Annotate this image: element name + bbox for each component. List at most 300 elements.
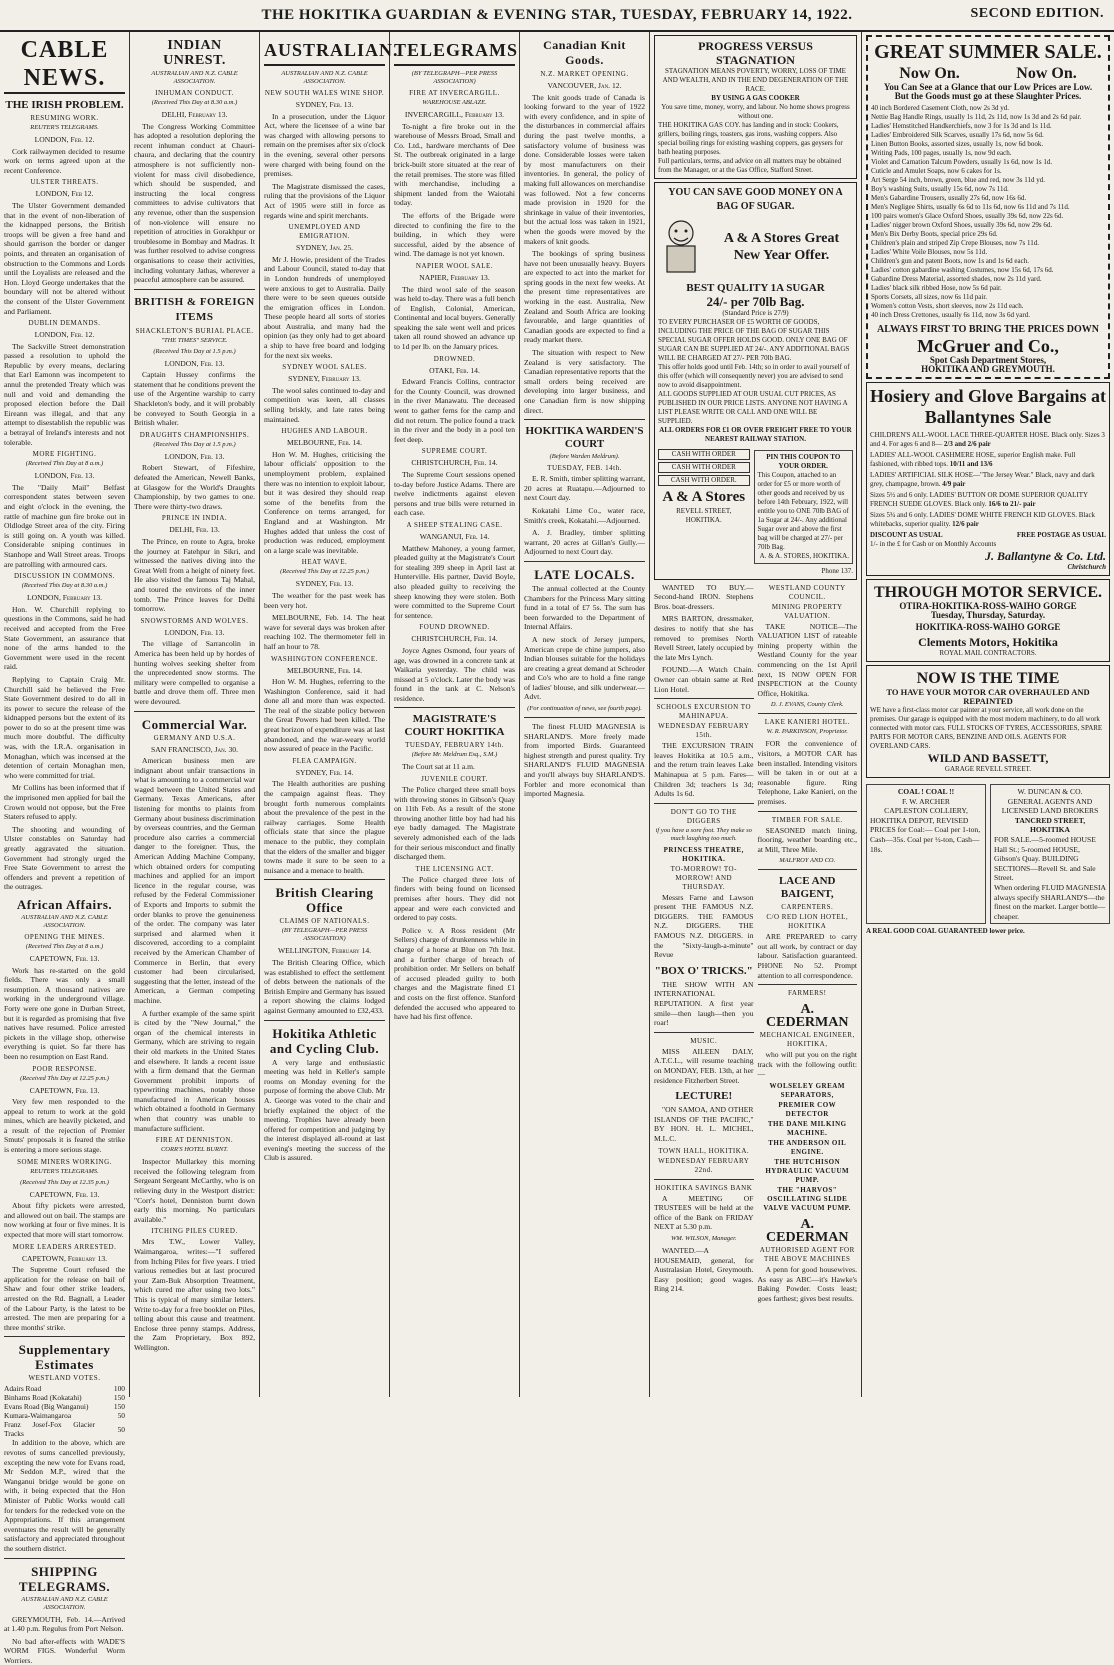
warden-date: TUESDAY, FEB. 14th. bbox=[547, 464, 622, 473]
archer-text: HOKITIKA DEPOT, REVISED PRICES for Coal:— Coal per 1-ton, Cash—35s. Coal per ½-ton, Cash—18s. bbox=[870, 815, 981, 854]
ballantyne-ad bbox=[866, 382, 1110, 576]
divider bbox=[654, 698, 754, 699]
list-item: Ladies' Hemstitched Handkerchiefs, now 3 for 1s 3d and 1s 11d. bbox=[871, 122, 1052, 130]
ulster-dateline: LONDON, Feb 12. bbox=[35, 189, 94, 199]
athletic-heading: Hokitika Athletic and Cycling Club. bbox=[269, 1025, 380, 1056]
african-received: (Received This Day at 8 a.m.) bbox=[25, 942, 104, 950]
african-dateline: CAPETOWN, Feb. 13. bbox=[29, 953, 100, 963]
cash-with-order-label: CASH WITH ORDER bbox=[658, 462, 750, 473]
postage-note: FREE POSTAGE AS USUAL bbox=[1016, 531, 1106, 539]
clearing-subheading: CLAIMS OF NATIONALS. bbox=[279, 917, 370, 926]
irish-paragraph: Cork railwaymen decided to resume work on terms agreed upon at the recent Conference. bbox=[4, 146, 125, 175]
draughts-paragraph: Robert Stewart, of Fifeshire, defeated the American, Newell Banks, at Glasgow for the World's Draughts Championship, by two games to one. There were thirty-two draws. bbox=[134, 463, 255, 511]
progress-text: STAGNATION MEANS POVERTY, WORRY, LOSS OF TIME AND WEALTH, AND IN THE END DEGENERATION OF THE RACE. bbox=[662, 67, 849, 93]
hosiery-item-text: Sizes 5¾ and 6 only. LADIES' DOME WHITE FRENCH KID GLOVES. Black whitebacks, superior quality. bbox=[870, 511, 1096, 528]
list-item: Children's plain and striped Zip Crepe Blouses, now 7s 11d. bbox=[871, 239, 1040, 247]
canadian-dateline: VANCOUVER, Jan. 12. bbox=[547, 81, 622, 90]
lecture-venue: TOWN HALL, HOKITIKA. bbox=[658, 1146, 750, 1155]
sheep-paragraph: Matthew Mahoney, a young farmer, pleaded guilty at the Magistrate's Court for stealing 399 sheep in April last at Hunterville. His partner, David Boyle, also pleaded guilty to receiving the sheep knowing they were stolen. Both were committed to the Supreme Court for sentence. bbox=[394, 543, 515, 620]
lace-heading: LACE AND BAIGENT, bbox=[778, 875, 836, 901]
drowned-dateline: OTAKI, Feb. 14. bbox=[429, 365, 480, 375]
now-on-row bbox=[871, 64, 1105, 83]
inhuman-received: (Received This Day at 8.30 a.m.) bbox=[151, 99, 238, 106]
progress-subheading: BY USING A GAS COOKER bbox=[711, 94, 800, 102]
shipping-source: AUSTRALIAN AND N.Z. CABLE ASSOCIATION. bbox=[21, 1595, 108, 1611]
machine-item: WOLSELEY GREAM SEPARATORS, bbox=[769, 1082, 845, 1100]
poor-paragraph: Very few men responded to the appeal to return to work at the gold mines, which are heavily picketed, and a result of the rejection of Premier Smuts' proposals it is feared the strike is entering a more serious stage. bbox=[4, 1097, 125, 1155]
discussion-dateline: LONDON, February 13. bbox=[26, 593, 103, 603]
sugar-terms: TO EVERY PURCHASER OF £5 WORTH OF GOODS, INCLUDING THE PRICE OF THE BAG OF SUGAR THIS SPECIAL SUGAR OFFER HOLDS GOOD. ONLY ONE BAG OF SUGAR CAN BE SUPPLIED AT 24/-. ANY ADDITIONAL BAGS WILL BE CHARGED AT 27/- PER 70lb BAG. bbox=[658, 317, 850, 362]
napier-heading: NAPIER WOOL SALE. bbox=[415, 261, 494, 270]
duncan-name: W. DUNCAN & CO. bbox=[1017, 787, 1083, 796]
list-item bbox=[870, 451, 1106, 469]
canadian-paragraph: The bookings of spring business have not been unusually heavy. Buyers are expected to act into the market for spring goods in the next few weeks. At the present time representatives are working in the east. Australia, New Zealand and South Africa are looking favourable, and large quantities of Canadian goods are expected to find a ready market there. bbox=[524, 249, 645, 345]
draughts-dateline: LONDON, Feb. 13. bbox=[164, 451, 225, 461]
licensing-heading: THE LICENSING ACT. bbox=[415, 864, 494, 873]
fire-dateline: INVERCARGILL, February 13. bbox=[404, 110, 505, 119]
estimate-label: Binhams Road (Kokatahi) bbox=[4, 1393, 82, 1403]
irish-dateline: LONDON, Feb. 12. bbox=[34, 135, 95, 144]
progress-text: You save time, money, worry, and labour. No home shows progress without one. bbox=[661, 103, 850, 120]
list-item: 40 inch Bordered Casement Cloth, now 2s 3d yd. bbox=[871, 104, 1010, 112]
fire-paragraph: To-night a fire broke out in the warehouse of Messrs Broad, Small and Co. Ltd., hardware merchants of Dee St. The outbreak originated in a large brick-built store situated at the rear of the retail premises. The store was filled with merchandise, including a shipment landed from the Waiotahi today. bbox=[394, 121, 515, 208]
machine-item: PREMIER COW DETECTOR bbox=[778, 1101, 837, 1119]
timber-signature: MALFROY AND CO. bbox=[779, 857, 836, 865]
flea-dateline: SYDNEY, Feb. 14. bbox=[295, 767, 354, 777]
continuation-note: (For continuation of news, see fourth page). bbox=[527, 705, 642, 713]
savings-heading: HOKITIKA SAVINGS BANK bbox=[655, 1183, 753, 1192]
shipping-paragraph: GREYMOUTH, Feb. 14.—Arrived at 1.40 p.m. Regulus from Port Nelson. bbox=[4, 1614, 125, 1634]
list-item bbox=[870, 471, 1106, 489]
aa-stores-name: A & A Stores bbox=[662, 488, 746, 505]
indian-unrest-heading: INDIAN UNREST. bbox=[163, 38, 226, 68]
duncan-ad bbox=[990, 784, 1110, 924]
divider bbox=[134, 711, 255, 712]
unemployed-dateline: SYDNEY, Jan. 25. bbox=[295, 243, 354, 253]
wool-dateline: SYDNEY, February 13. bbox=[288, 374, 361, 384]
estimates-table bbox=[4, 1384, 125, 1438]
juvenile-heading: JUVENILE COURT. bbox=[421, 775, 488, 784]
estimate-value: 100 bbox=[113, 1384, 125, 1394]
found-dateline: CHRISTCHURCH, Feb. 14. bbox=[411, 634, 498, 644]
machine-item: THE DANE MILKING MACHINE. bbox=[767, 1120, 847, 1138]
hosiery-item-text: LADIES' ALL-WOOL CASHMERE HOSE, superior English make. Full fashioned, with ribbed tops. bbox=[870, 451, 1076, 468]
bottom-ads bbox=[866, 781, 1110, 927]
divider bbox=[394, 707, 515, 708]
leaders-dateline: CAPETOWN, February 13. bbox=[21, 1253, 108, 1263]
licensing-paragraph: Police v. A Ross resident (Mr Sellers) charge of drunkenness while in charge of a horse at Blue on 7th Inst. and a further charge of breach of prohibition order. Mr Sellers on behalf of accused pleaded guilty to both charges and the Magistrate fined £1 and costs on the first offence. Stanford defended the accused who appeared to have had his first offence. bbox=[394, 925, 515, 1022]
mcgruer-subheading: Spot Cash Department Stores, bbox=[929, 355, 1047, 365]
commercial-subheading: GERMANY AND U.S.A. bbox=[153, 733, 236, 742]
list-item bbox=[870, 491, 1106, 509]
list-item: Writing Pads, 100 pages, usually 1s, now 9d each. bbox=[871, 149, 1012, 157]
schools-heading: SCHOOLS EXCURSION TO MAHINAPUA. bbox=[656, 703, 752, 721]
duncan-address: TANCRED STREET, HOKITIKA bbox=[1014, 815, 1086, 835]
edition-label: SECOND EDITION. bbox=[970, 6, 1104, 21]
inhuman-paragraph: The Congress Working Committee has adopted a resolution deploring the recent inhuman conduct at Chauri-chaura, and declaring that the country atmosphere is not sufficiently non-violent for mass civil disobedience, which should be suspended, and instructing the local congress committees to advise cultivators that any revenue, other than the suspension of non-violence will ensure no repetition of atrocities in Gorakhpur or troublesome in Bombay and Madras. It was further resolved to advise congress organisations to cease their activities, including voluntary Jathas, wherever a peaceful atmosphere can be assured. bbox=[134, 121, 255, 285]
table-row bbox=[4, 1393, 125, 1402]
discount-note: DISCOUNT AS USUAL bbox=[870, 531, 943, 539]
magistrate-before: (Before Mr. Meldrum Esq., S.M.) bbox=[411, 751, 498, 759]
drowned-heading: DROWNED. bbox=[433, 354, 476, 363]
music-heading: MUSIC. bbox=[690, 1036, 718, 1045]
cable-news-heading: CABLE NEWS. bbox=[4, 36, 125, 94]
lace-text: ARE PREPARED to carry out all work, by contract or day labour. Satisfaction guaranteed. PHONE No 52. Prompt attention to all correspondence. bbox=[757, 932, 857, 980]
schools-text: THE EXCURSION TRAIN leaves Hokitika at 10.5 a.m., and the return train leaves Lake Mahinapua at 5 p.m. Fares—Children 3d; teachers 1s 3d; Adults 1s 6d. bbox=[654, 741, 754, 799]
column-canadian bbox=[520, 32, 650, 1397]
hosiery-item-text: LADIES' ARTIFICIAL SILK HOSE—"The Jersey Wear." Black, navy and dark grey, champagne, brown. bbox=[870, 471, 1095, 488]
divider bbox=[758, 984, 858, 985]
machine-item: THE ANDERSON OIL ENGINE. bbox=[768, 1139, 847, 1157]
clements-name: Clements Motors, Hokitika bbox=[918, 635, 1058, 649]
wine-paragraph: In a prosecution, under the Liquor Act, where the licensee of a wine bar was charged with allowing persons to remain on the premises after six o'clock in the evening, several other persons were charged with being found on the premises. bbox=[264, 111, 385, 179]
warden-paragraph: A. J. Bradley, timber splitting warrant, 20 acres at Gillan's Gully.—Adjourned to next Court day. bbox=[524, 528, 645, 557]
hughes-heading: HUGHES AND LABOUR. bbox=[281, 427, 368, 436]
hosiery-item-price: 12/6 pair bbox=[952, 520, 979, 528]
westland-text: TAKE NOTICE—The VALUATION LIST of rateable mining property within the Westland County for the year commencing on the 1st April next, IS NOW OPEN FOR INSPECTION at the County Office, Hokitika. bbox=[757, 621, 857, 698]
discount-subnote: 1/- in the £ for Cash or on Monthly Accounts bbox=[870, 540, 997, 548]
shipping-heading: SHIPPING TELEGRAMS. bbox=[18, 1563, 111, 1594]
hosiery-heading: Hosiery and Glove Bargains at Ballantynes Sale bbox=[870, 386, 1107, 427]
leaders-paragraph: The Supreme Court refused the application for the release on bail of Shaw and four other strike leaders, arrested on the Rd. Bagnall, a Leader of the Labour Party, is the latest to be arrested. The men are preparing for a three months' strike. bbox=[4, 1265, 125, 1332]
canadian-paragraph: The knit goods trade of Canada is looking forward to the year of 1922 with every confidence, and in spite of the disturbances in commercial affairs during the past twelve months, a satisfactory volume of business was done. Considerable losses were taken by most manufacturers on their inventories. In general, the policy of making full allowances on merchandise was followed. Not a few concerns made provision in 1920 for the shrinkage in value of their inventories, but the actual loss was taken in 1921, when the goods were moved by the makers of knit goods. bbox=[524, 92, 645, 246]
prince-dateline: DELHI, Feb. 13. bbox=[169, 525, 220, 535]
columns bbox=[0, 32, 1114, 1665]
wild-bassett-address: GARAGE REVELL STREET. bbox=[944, 765, 1032, 773]
list-item: Women's cotton Vests, short sleeves, now 2s 11d each. bbox=[871, 302, 1024, 310]
supreme-dateline: CHRISTCHURCH, Feb. 14. bbox=[411, 458, 498, 468]
estimate-label: Adairs Road bbox=[4, 1384, 42, 1394]
poor-heading: POOR RESPONSE. bbox=[32, 1064, 97, 1073]
wild-bassett-name: WILD AND BASSETT, bbox=[927, 751, 1049, 765]
always-first-slogan: ALWAYS FIRST TO BRING THE PRICES DOWN bbox=[877, 324, 1099, 335]
cederman-subheading: MECHANICAL ENGINEER, HOKITIKA, bbox=[759, 1031, 855, 1049]
diggers-text: Messrs Farne and Lawson present THE FAMOUS N.Z. DIGGERS. THE FAMOUS N.Z. DIGGERS. THE FAMOUS N.Z. DIGGERS. in the "Sixty-laugh-a-minute" Revue bbox=[654, 892, 754, 960]
duncan-text: FOR SALE.—5-roomed HOUSE Hall St.; 5-roomed HOUSE, Gibson's Quay. BUILDING SECTIONS—Revell St. and Sale Street. bbox=[994, 834, 1096, 883]
divider bbox=[758, 811, 858, 812]
summer-sale-heading: GREAT SUMMER SALE. bbox=[874, 41, 1102, 63]
motor-days: Tuesday, Thursday, Saturday. bbox=[930, 610, 1046, 620]
divider bbox=[654, 1179, 754, 1180]
sugar-quality: BEST QUALITY 1A SUGAR bbox=[686, 281, 825, 294]
found-paragraph: Joyce Agnes Osmond, four years of age, was drowned in a concrete tank at Waikaria yesterday. The child was missed at 5 o'clock. Later the body was found in the tank at C. Nelson's residence. bbox=[394, 645, 515, 703]
diggers-dates: TO-MORROW! TO-MORROW! AND THURSDAY. bbox=[670, 864, 737, 891]
cash-with-order bbox=[658, 447, 750, 567]
divider bbox=[524, 419, 645, 420]
diggers-heading: DON'T GO TO THE DIGGERS bbox=[670, 807, 737, 825]
savings-signature: WM. WILSON, Manager. bbox=[670, 1234, 737, 1242]
wool-heading: SYDNEY WOOL SALES. bbox=[282, 363, 367, 372]
late-locals-paragraph: A new stock of Jersey jumpers, American crepe de chine jumpers, also Indian blouses suitable for the holidays are creating a great demand at Schroder and Co's who are to hold a fine range of ladies' blouse, and silk underwear.—Advt. bbox=[524, 634, 645, 702]
athletic-paragraph: A very large and enthusiastic meeting was held in Keller's sample rooms on Monday evening for the purpose of forming the above Club. Mr A. George was voted to the chair and briefly explained the object of the meeting. Trophies have already been offered for competition and judging by the interest displayed all-round at last evening's meeting the success of the Club is assured. bbox=[264, 1057, 385, 1163]
dublin-heading: DUBLIN DEMANDS. bbox=[28, 319, 101, 328]
telegrams-source: (BY TELEGRAPH—PER PRESS ASSOCIATION) bbox=[411, 70, 498, 85]
cederman-text: who will put you on the right track with the following outfit:— bbox=[757, 1050, 857, 1079]
coupon-heading: PIN THIS COUPON TO YOUR ORDER. bbox=[766, 452, 841, 470]
unemployed-paragraph: Mr J. Howie, president of the Trades and Labour Council, stated to-day that in London hundreds of unemployed were anxious to get to Australia. Daily there were to be seen queues outside the emigration offices in London. These people heard all sorts of stories about Australia, and many had the opinion (as they only had to get aboard a ship to have free board and lodging for the next six weeks. bbox=[264, 254, 385, 360]
poor-dateline: CAPETOWN, Feb. 13. bbox=[29, 1085, 100, 1095]
napier-paragraph: The third wool sale of the season was held to-day. There was a full bench of English, Colonial, American, Continental and local buyers. Generally speaking the sale went well and prices taken all round showed an advance up to 1d per lb. on the January prices. bbox=[394, 284, 515, 352]
hosiery-item-text: Sizes 5½ and 6 only. LADIES' BUTTON OR DOME SUPERIOR QUALITY FRENCH SUEDE GLOVES. Black only. bbox=[870, 491, 1088, 508]
firing-paragraph: The "Daily Mail" Belfast correspondent states between seven and eight o'clock in the evening, the rattle of machine gun fire broke out in Oldlodge Street area of the city. Firing is still going on. A youth was killed. Considerable sniping continues in Stanhope and Wall Street areas. Troops are patrolling with armoured cars. bbox=[4, 482, 125, 569]
discussion-paragraph: The shooting and wounding of Ulster constables on Saturday had greatly aggravated the situation. Government had strongly urged the Free State Government to arrest the offenders and prevent a repetition of the outrages. bbox=[4, 824, 125, 892]
westland-heading: WESTLAND COUNTY COUNCIL. bbox=[768, 583, 846, 601]
column-ads-middle bbox=[650, 32, 862, 1397]
licensing-paragraph: The Police charged three lots of finders with being found on licensed premises after hours. They did not appear and were each convicted and ordered to pay costs. bbox=[394, 874, 515, 923]
duncan-subheading: GENERAL AGENTS AND LICENSED LAND BROKERS bbox=[1001, 796, 1099, 816]
supreme-paragraph: The Supreme Court sessions opened to-day before Justice Adams. There are twelve indictments against eleven persons and true bills were returned in each case. bbox=[394, 470, 515, 518]
clearing-paragraph: The British Clearing Office, which was established to effect the settlement of debts between the nationals of the British Empire and Germany has issued a report showing the claims lodged against Germany amounted to £32,433. bbox=[264, 957, 385, 1015]
list-item: Ladies' cotton gabardine washing Costumes, now 15s 6d, 17s 6d. bbox=[871, 266, 1054, 274]
firing-received: (Received This Day at 8 a.m.) bbox=[25, 460, 104, 468]
magistrate-heading: MAGISTRATE'S COURT HOKITIKA bbox=[404, 713, 505, 739]
divider bbox=[134, 289, 255, 290]
column-australian bbox=[260, 32, 399, 1397]
column-indian-unrest bbox=[130, 32, 260, 1397]
wanted-housemaid-ad: WANTED.—A HOUSEMAID, general, for Australasian Hotel, Greymouth. Easy position; good wages. Ring 214. bbox=[654, 1245, 754, 1294]
now-on-label: Now On. bbox=[899, 65, 960, 82]
draughts-received: (Received This Day at 1.5 p.m.) bbox=[153, 440, 236, 448]
divider bbox=[524, 561, 645, 562]
african-source: AUSTRALIAN AND N.Z. CABLE ASSOCIATION. bbox=[21, 913, 108, 929]
savings-text: A MEETING OF TRUSTEES will be held at the office of the Bank on FRIDAY NEXT at 5.30 p.m. bbox=[654, 1193, 754, 1232]
sugar-terms: ALL GOODS SUPPLIED AT OUR USUAL CUT PRICES, AS PUBLISHED IN OUR PRICE LISTS. ANYONE NOT HAVING A LIST PLEASE WRITE OR CALL AND ONE WILL BE SUPPLIED. bbox=[658, 389, 848, 425]
discussion-paragraph: Hon. W. Churchill replying to questions in the Commons, said he had received and accepted from the Free State Government, an assurance that none of the arms handed to the Government were used in the recent raid. bbox=[4, 604, 125, 672]
now-is-the-time-subheading: TO HAVE YOUR MOTOR CAR OVERHAULED AND REPAINTED bbox=[886, 687, 1090, 706]
washington-paragraph: Hon W. M. Hughes, referring to the Washington Conference, said it had done all and more than was expected. The real of the sizable policy between the Great Powers had been killed. The great horizon of expenditure was at last abandoned, and the war-weary world now assured of peace in the Pacific. bbox=[264, 677, 385, 754]
cash-with-order-label: CASH WITH ORDER bbox=[658, 449, 750, 460]
box-of-tricks: "BOX O' TRICKS." bbox=[654, 964, 753, 977]
baking-powder-ad: A penn for good housewives. As easy as ABC—it's Hawke's Baking Powder. Costs least; goes farthest; gives best results. bbox=[757, 1265, 857, 1303]
fire-subheading: CORR'S HOTEL BURNT. bbox=[160, 1146, 229, 1154]
princess-theatre: PRINCESS THEATRE, HOKITIKA. bbox=[663, 845, 744, 863]
mcgruer-address: HOKITIKA AND GREYMOUTH. bbox=[921, 364, 1055, 374]
list-item: Boy's washing Suits, usually 15s 6d, now 7s 11d. bbox=[871, 185, 1009, 193]
sugar-promo bbox=[658, 217, 853, 278]
magistrate-paragraph: The Court sat at 11 a.m. bbox=[402, 762, 475, 772]
warden-paragraph: Kokatahi Lime Co., water race, Smith's creek, Kokatahi.—Adjourned. bbox=[524, 505, 645, 525]
clearing-source: (BY TELEGRAPH—PER PRESS ASSOCIATION) bbox=[281, 927, 368, 943]
table-row bbox=[4, 1402, 125, 1411]
column-cable-news bbox=[0, 32, 130, 1665]
clearing-heading: British Clearing Office bbox=[275, 885, 374, 916]
poor-received: (Received This Day at 12.25 p.m.) bbox=[20, 1074, 109, 1082]
ulster-paragraph: The Ulster Government demanded that in the event of non-liberation of the kidnapped persons, the British troops will be given a free hand and should garrison the border or danger points, and threaten an organisation of obstruction to the Commons and Lords until the Loyalists are released and the Hon. Lloyd George undertakes that the boundary will not be altered without the consent of the Ulster Government and Parliament. bbox=[4, 200, 125, 316]
divider bbox=[654, 803, 754, 804]
warden-heading: HOKITIKA WARDEN'S COURT bbox=[525, 425, 644, 451]
lecture-heading: LECTURE! bbox=[675, 1090, 733, 1103]
commercial-heading: Commercial War. bbox=[141, 716, 248, 732]
column-telegrams bbox=[390, 32, 520, 1397]
list-item: Children's gun and patent Boots, now 1s and 1s 6d each. bbox=[871, 257, 1029, 265]
sale-items-list bbox=[871, 104, 1105, 320]
wine-paragraph: The Magistrate dismissed the cases, ruling that the provisions of the Liquor Act of 1905 were still in force as regards wine and spirit merchants. bbox=[264, 181, 385, 220]
fire-heading: FIRE AT DENNISTON. bbox=[155, 1136, 234, 1145]
warden-paragraph: E. R. Smith, timber splitting warrant, 20 acres at Ruatapu.—Adjourned to next Court day. bbox=[524, 474, 645, 503]
wild-bassett-text: WE have a first-class motor car painter at your service, all work done on the premises. Our garage is equipped with the most modern machinery, to do all work connected with motor cars. FULL STOCKS OF TYRES, ACCESSORIES, SPARE PARTS FOR MOTOR CARS, BENZINE AND OILS. AGENTS FOR OVERLAND CARS. bbox=[870, 706, 1103, 750]
supreme-heading: SUPREME COURT. bbox=[421, 447, 488, 456]
snow-paragraph: The village of Sarrancolin in America has been held up by hordes of hunting wolves seeking shelter from the unprecedented snow storms. The military were compelled to organise a battle and drove them off. Three men were devoured. bbox=[134, 639, 255, 706]
lace-address: C/O RED LION HOTEL, HOKITIKA bbox=[766, 913, 849, 931]
magistrate-date: TUESDAY, FEBRUARY 14th. bbox=[405, 741, 504, 750]
shackleton-received: (Received This Day at 1.5 p.m.) bbox=[153, 347, 236, 355]
list-item: Ladies' White Voile Blouses, now 5s 11d. bbox=[871, 248, 988, 256]
discussion-received: (Received This Day at 8.30 a.m.) bbox=[21, 582, 108, 590]
divider bbox=[758, 869, 858, 870]
fire-subheading: WAREHOUSE ABLAZE. bbox=[422, 99, 487, 106]
classifieds-left bbox=[654, 583, 754, 1307]
list-item: Linen Button Books, assorted sizes, usually 1s, now 6d book. bbox=[871, 140, 1044, 148]
coal-guarantee: A REAL GOOD COAL GUARANTEED lower price. bbox=[866, 927, 1025, 936]
sheep-heading: A SHEEP STEALING CASE. bbox=[406, 520, 503, 529]
itching-heading: ITCHING PILES CURED. bbox=[151, 1227, 238, 1236]
table-row bbox=[4, 1384, 125, 1393]
farmers-heading: FARMERS! bbox=[788, 989, 827, 998]
australian-source: AUSTRALIAN AND N.Z. CABLE ASSOCIATION. bbox=[281, 70, 368, 85]
archer-subheading: CAPLESTON COLLIERY, bbox=[884, 806, 968, 816]
hosiery-item-price: 10/11 and 13/6 bbox=[949, 460, 993, 468]
list-item bbox=[870, 431, 1106, 449]
sugar-terms: This offer holds good until Feb. 14th; so in order to avail yourself of this offer (which will consequently never) you are advised to send now to avoid disappointment. bbox=[658, 362, 850, 389]
magnesia-ad: When ordering FLUID MAGNESIA always specify SHARLAND'S—the finest on the market. Larger bottle—cheaper. bbox=[994, 882, 1106, 921]
commercial-dateline: SAN FRANCISCO, Jan. 30. bbox=[151, 744, 238, 754]
divider bbox=[654, 1032, 754, 1033]
irish-heading: THE IRISH PROBLEM. bbox=[5, 99, 124, 111]
irish-subheading: RESUMING WORK. bbox=[30, 114, 99, 122]
lecture-date: WEDNESDAY FEBRUARY 22nd. bbox=[658, 1156, 750, 1174]
aa-stores-phone: Phone 137. bbox=[821, 566, 853, 575]
list-item: Ladies' black silk ribbed Hose, now 5s 6d pair. bbox=[871, 284, 1002, 292]
inhuman-heading: INHUMAN CONDUCT. bbox=[155, 89, 234, 97]
snow-heading: SNOWSTORMS AND WOLVES. bbox=[140, 616, 249, 625]
discussion-paragraph: Mr Collins has been informed that if the imprisoned men applied for bail the Crown would not oppose, but the Free Staters refused to apply. bbox=[4, 783, 125, 822]
canadian-subheading: N.Z. MARKET OPENING. bbox=[540, 70, 629, 78]
leaders-heading: MORE LEADERS ARRESTED. bbox=[12, 1242, 117, 1251]
some-paragraph: About fifty pickets were arrested, and allowed out on bail. The stamps are now working at four or five mines. It is expected that more will start tomorrow. bbox=[4, 1201, 125, 1240]
divider bbox=[524, 717, 645, 718]
cederman-name: A. CEDERMAN bbox=[766, 1217, 849, 1246]
wool-paragraph: The wool sales continued to-day and competition was keen, all classes selling briskly, and late rates being maintained. bbox=[264, 385, 385, 424]
list-item: Gabardine Dress Material, assorted shades, now 2s 11d yard. bbox=[871, 275, 1042, 283]
firing-heading: MORE FIGHTING. bbox=[32, 450, 97, 459]
estimate-value: 150 bbox=[113, 1402, 125, 1412]
divider bbox=[264, 1020, 385, 1021]
canadian-heading: Canadian Knit Goods. bbox=[543, 38, 626, 67]
ulster-heading: ULSTER THREATS. bbox=[30, 178, 99, 187]
washington-dateline: MELBOURNE, Feb. 14. bbox=[287, 665, 362, 675]
dublin-dateline: LONDON, Feb. 12. bbox=[34, 330, 95, 340]
dublin-paragraph: The Sackville Street demonstration passed a resolution to uphold the Republic by every means, declaring that Earl Eamonn was incompetent to annul the pretended Treaty which was null and void and demanding the proposed election before the Dail Eireann was illegal, and that any attempt to disestablish the republic was a betrayal of Ireland's interests and not tolerable. bbox=[4, 341, 125, 447]
classifieds-right bbox=[758, 583, 858, 1307]
hughes-paragraph: Hon W. M. Hughes, criticising the labour officials' opposition to the unemployment problem, explained there was no intention to exploit labour, but it was desired they should reap some of the benefits from the Conference on terms arranged, for England and at Washington. Mr Hughes added that unless the cost of production was reduced, employment on a large scale was inevitable. bbox=[264, 449, 385, 555]
commercial-paragraph: American business men are indignant about unfair transactions in what is amounting to a commercial war waged between the United States and Germany. Texas Americans, after listening for months to plaints from Germany about business discrimination by overseas countries, and the German procedure also carries a commercial danger to the foreigner. Thus, the American Adding Machine Company, which obtained orders for computing machines and applied for an import licence in the regular course, was refused by the Federal Commissioner of Exports and Imports to submit the order blanks to prove the genuineness of the order. The company was later surprised and alarmed when it discovered, according to a complaint received by the American Chamber of Commerce in Berlin, that every customer had been circularised, suggesting that the letter, instead of the American, a German competing machine. bbox=[134, 756, 255, 1005]
mcgruer-name: McGruer and Co., bbox=[917, 336, 1059, 356]
motor-service-ad bbox=[866, 579, 1110, 662]
irish-source: REUTER'S TELEGRAMS. bbox=[30, 124, 99, 131]
heat-dateline: SYDNEY, Feb. 13. bbox=[295, 579, 354, 589]
clements-subheading: ROYAL MAIL CONTRACTORS. bbox=[939, 649, 1037, 657]
lake-signature: W. R. PARKINSON, Proprietor. bbox=[766, 728, 848, 736]
diggers-text: THE SHOW WITH AN INTERNATIONAL REPUTATION. A first year smile—then laugh—then you roar! bbox=[654, 979, 754, 1028]
list-item: Cuticle and Amulet Soaps, now 6 cakes for 1s. bbox=[871, 167, 1002, 175]
estimate-value: 50 bbox=[117, 1424, 125, 1434]
sheep-dateline: WANGANUI, Feb. 14. bbox=[419, 531, 490, 541]
hosiery-list bbox=[870, 431, 1106, 529]
firing-dateline: LONDON, Feb. 13. bbox=[34, 471, 95, 481]
lake-text: FOR the convenience of visitors, a MOTOR CAR has been installed. Intending visitors will be taken in or out at a reasonable figure. Ring Telephone, Lake Kanieri, on the premises. bbox=[757, 739, 857, 806]
machine-item: THE HUTCHISON HYDRAULIC VACUUM PUMP. bbox=[765, 1158, 850, 1185]
summer-sale-tagline: But the Goods must go at these Slaughter Prices. bbox=[894, 91, 1082, 101]
wine-heading: NEW SOUTH WALES WINE SHOP. bbox=[264, 89, 385, 97]
estimate-label: Franz Josef-Fox Glacier Tracks bbox=[4, 1420, 95, 1439]
classifieds bbox=[654, 583, 857, 1307]
hughes-dateline: MELBOURNE, Feb. 14. bbox=[287, 438, 362, 448]
schools-date: WEDNESDAY FEBRUARY 15th. bbox=[658, 722, 750, 740]
african-subheading: OPENING THE MINES. bbox=[24, 932, 105, 941]
estimates-paragraph: In addition to the above, which are revotes of sums cancelled previously, excepting the new vote for Evans road, Mr Seddon M.P., wired that the Wanganui bridge would be gone on with, it being expected that the Hon Minister of Public Works would call for tenders for the redecked vote on the Appropriations. If this arrangement eventuates the result will be generally satisfactory and appreciated throughout the southern district. bbox=[4, 1438, 125, 1553]
cederman-name: A. CEDERMAN bbox=[766, 1002, 849, 1031]
column-ads-right bbox=[862, 32, 1114, 1397]
heat-heading: HEAT WAVE. bbox=[301, 558, 348, 567]
sugar-bottom bbox=[658, 447, 853, 567]
newspaper-title: THE HOKITIKA GUARDIAN & EVENING STAR, TUESDAY, FEBRUARY 14, 1922. bbox=[261, 6, 853, 23]
wanted-ad: WANTED TO BUY.—Second-hand IRON. Stephens Bros. boat-dressers. bbox=[654, 582, 754, 611]
lake-heading: LAKE KANIERI HOTEL. bbox=[764, 718, 850, 727]
some-heading: SOME MINERS WORKING. bbox=[17, 1157, 112, 1166]
lecture-text: "ON SAMOA, AND OTHER ISLANDS OF THE PACIFIC," BY HON. H. L. MICHEL, M.L.C. bbox=[654, 1105, 754, 1143]
canadian-paragraph: The situation with respect to New Zealand is very satisfactory. The Canadian representative reports that the small orders being received are developing into larger business, and one Canadian firm is now shipping direct. bbox=[524, 348, 645, 415]
prince-paragraph: The Prince, en route to Agra, broke the journey at Fatehpur in Sikri, and witnessed the natives diving into the Great Well from a height of ninety feet. He also visited the famous Taj Mahal, and toured the environs of the inner tomb. The Prince leaves for Delhi tomorrow. bbox=[134, 537, 255, 614]
list-item: Ladies' Embroidered Silk Scarves, usually 17s 6d, now 5s 6d. bbox=[871, 131, 1044, 139]
juvenile-paragraph: The Police charged three small boys with throwing stones in Gibson's Quay on 11th Feb. As a result of the stone throwing another little boy had had his eye badly damaged. The Magistrate severely admonished each of the lads for their serious misconduct and finally discharged them. bbox=[394, 785, 515, 862]
indian-source: AUSTRALIAN AND N.Z. CABLE ASSOCIATION. bbox=[151, 70, 238, 85]
commercial-paragraph: A further example of the same spirit is cited by the "New Journal," the organ of the chemical interests in Germany, which are striving to regain their old markets in the United States and elsewhere. It lands a recent issue with a firm demand that the German Government prohibit imports of typewriting machines, notably those manufactured in American houses which obtained a foothold in Germany when that country was unable to manufacture sufficient. bbox=[134, 1008, 255, 1133]
itching-paragraph: Mrs T.W., Lower Valley, Waimangaroa, writes:—"I suffered from Itching Piles for five years. I tried various remedies but at last procured your Zam-Buk Absorption Treatment, which cured me after using two lots." This is typical of many similar letters. Write to-day for a free booklet on Piles, telling about this cause and treatment. Enclose three penny stamps. Address, the Zam Proprietary, Box 892, Wellington. bbox=[134, 1237, 255, 1352]
sugar-offer-title: A & A Stores Great New Year Offer. bbox=[723, 231, 840, 264]
drowned-paragraph: Edward Francis Collins, contractor for the County Council, was drowned in the river Manawatu. The deceased went to gather ferns for the camp and did not return. The police found a track in the river and the body in a pool ten feet deep. bbox=[394, 377, 515, 444]
list-item bbox=[870, 511, 1106, 529]
cartoon-figure-icon bbox=[658, 217, 704, 278]
magnesia-ad: The finest FLUID MAGNESIA is SHARLAND'S. More freely made from imported Birds. Guaranteed highest strength and purest quality. Try SHARLAND'S FLUID MAGNESIA and you'll always buy SHARLAND'S. Forbler and more economical than imported Magnesia. bbox=[524, 722, 645, 799]
estimate-label: Evans Road (Big Wanganui) bbox=[4, 1402, 89, 1412]
fire-heading: FIRE AT INVERCARGILL. bbox=[409, 89, 500, 97]
coupon-box[interactable] bbox=[754, 450, 854, 564]
progress-heading: PROGRESS VERSUS STAGNATION bbox=[698, 39, 813, 67]
some-source: REUTER'S TELEGRAMS. bbox=[30, 1167, 99, 1175]
westland-signature: D. J. EVANS, County Clerk. bbox=[770, 701, 844, 709]
lace-subheading: CARPENTERS. bbox=[781, 903, 834, 912]
shackleton-subheading: "THE TIMES" SERVICE. bbox=[161, 336, 228, 344]
divider bbox=[264, 879, 385, 880]
now-is-the-time-heading: NOW IS THE TIME bbox=[916, 670, 1060, 687]
found-ad: FOUND.—A Watch Chain. Owner can obtain same at Red Lion Hotel. bbox=[654, 665, 754, 694]
inhuman-dateline: DELHI, February 13. bbox=[161, 110, 228, 119]
divider bbox=[758, 713, 858, 714]
shackleton-dateline: LONDON, Feb. 13. bbox=[164, 358, 225, 368]
african-paragraph: Work has re-started on the gold fields. There was only a small resumption. A thousand natives are working in the underground village. Forty were one gone in Durban Street, but it is regarded as promising that five natives have resumed. Police arrested pickets in the village shop, otherwise everything is quiet. So far there has been no resumption on East Rand. bbox=[4, 965, 125, 1061]
ballantyne-name: J. Ballantyne & Co. Ltd. bbox=[984, 549, 1106, 563]
heat-paragraph: MELBOURNE, Feb. 14. The heat wave for several days was broken after reaching 102. The thermometer fell in half an hour to 78. bbox=[264, 613, 385, 651]
list-item: Art Serge 54 inch, brown, green, blue and red, now 3s 11d yd. bbox=[871, 176, 1045, 184]
sugar-ad bbox=[654, 182, 857, 580]
divider bbox=[4, 1336, 125, 1337]
ballantyne-footer bbox=[870, 531, 1106, 540]
coupon-text: This Coupon, attached to an order for £5 or more worth of other goods and received by us before 14th February, 1922, will entitle you to ONE 70lb BAG of 1a Sugar at 24/-. Any additional Sugar over and above the first bag will be charged at 27/- per 70lb Bag. bbox=[757, 470, 849, 551]
motor-route: OTIRA-HOKITIKA-ROSS-WAIHO GORGE bbox=[899, 601, 1077, 611]
estimate-value: 50 bbox=[117, 1411, 125, 1421]
estimates-heading: Supplementary Estimates bbox=[18, 1342, 111, 1373]
hosiery-item-text: CHILDREN'S ALL-WOOL LACE THREE-QUARTER HOSE. Black only. Sizes 3 and 4. For ages 6 and 8— bbox=[870, 431, 1105, 448]
